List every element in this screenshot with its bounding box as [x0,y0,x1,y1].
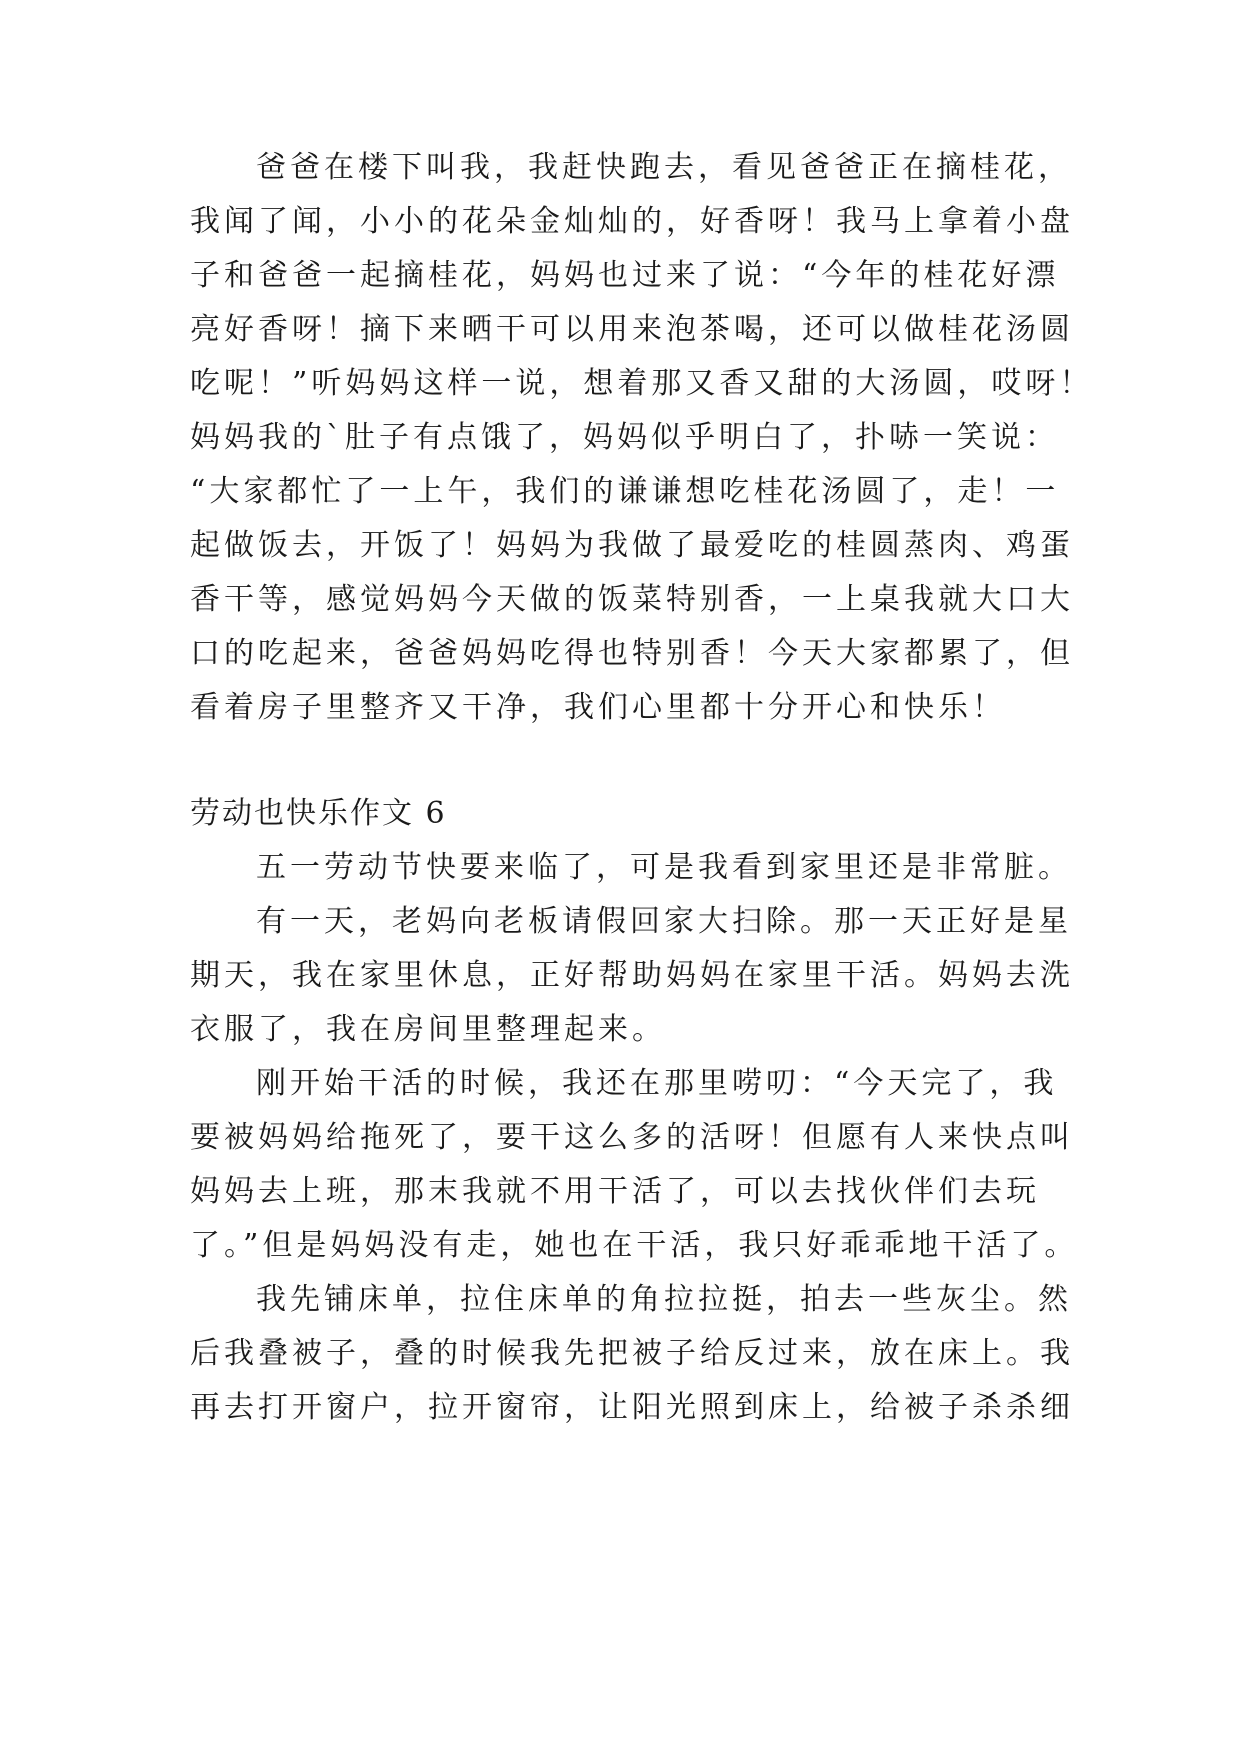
paragraph-4-line-4: 了。”但是妈妈没有走，她也在干活，我只好乖乖地干活了。 [190,1228,1079,1263]
paragraph-1-line-9: 香干等，感觉妈妈今天做的饭菜特别香，一上桌我就大口大 [190,582,1074,617]
paragraph-3-line-3: 衣服了，我在房间里整理起来。 [190,1012,666,1047]
paragraph-1-line-8: 起做饭去，开饭了！妈妈为我做了最爱吃的桂圆蒸肉、鸡蛋 [190,528,1074,563]
paragraph-1-line-1: 爸爸在楼下叫我，我赶快跑去，看见爸爸正在摘桂花， [256,150,1072,185]
paragraph-3-line-2: 期天，我在家里休息，正好帮助妈妈在家里干活。妈妈去洗 [190,958,1074,993]
paragraph-2-line-1: 五一劳动节快要来临了，可是我看到家里还是非常脏。 [256,850,1072,885]
paragraph-1-line-2: 我闻了闻，小小的花朵金灿灿的，好香呀！我马上拿着小盘 [190,204,1074,239]
paragraph-4-line-2: 要被妈妈给拖死了，要干这么多的活呀！但愿有人来快点叫 [190,1120,1074,1155]
paragraph-1-line-7: “大家都忙了一上午，我们的谦谦想吃桂花汤圆了，走！一 [190,474,1060,509]
paragraph-5-line-2: 后我叠被子，叠的时候我先把被子给反过来，放在床上。我 [190,1336,1074,1371]
paragraph-1-line-4: 亮好香呀！摘下来晒干可以用来泡茶喝，还可以做桂花汤圆 [190,312,1074,347]
paragraph-5-line-1: 我先铺床单，拉住床单的角拉拉挺，拍去一些灰尘。然 [256,1282,1072,1317]
paragraph-4-line-1: 刚开始干活的时候，我还在那里唠叨：“今天完了，我 [256,1066,1058,1101]
paragraph-1-line-3: 子和爸爸一起摘桂花，妈妈也过来了说：“今年的桂花好漂 [190,258,1060,293]
paragraph-5-line-3: 再去打开窗户，拉开窗帘，让阳光照到床上，给被子杀杀细 [190,1390,1074,1425]
section-heading: 劳动也快乐作文 6 [190,796,447,831]
paragraph-1-line-6: 妈妈我的`肚子有点饿了，妈妈似乎明白了，扑哧一笑说： [190,420,1059,455]
paragraph-1-line-11: 看着房子里整齐又干净，我们心里都十分开心和快乐！ [190,690,1006,725]
paragraph-3-line-1: 有一天，老妈向老板请假回家大扫除。那一天正好是星 [256,904,1072,939]
paragraph-1-line-10: 口的吃起来，爸爸妈妈吃得也特别香！今天大家都累了，但 [190,636,1074,671]
paragraph-1-line-5: 吃呢！”听妈妈这样一说，想着那又香又甜的大汤圆，哎呀！ [190,366,1094,401]
paragraph-4-line-3: 妈妈去上班，那末我就不用干活了，可以去找伙伴们去玩 [190,1174,1040,1209]
